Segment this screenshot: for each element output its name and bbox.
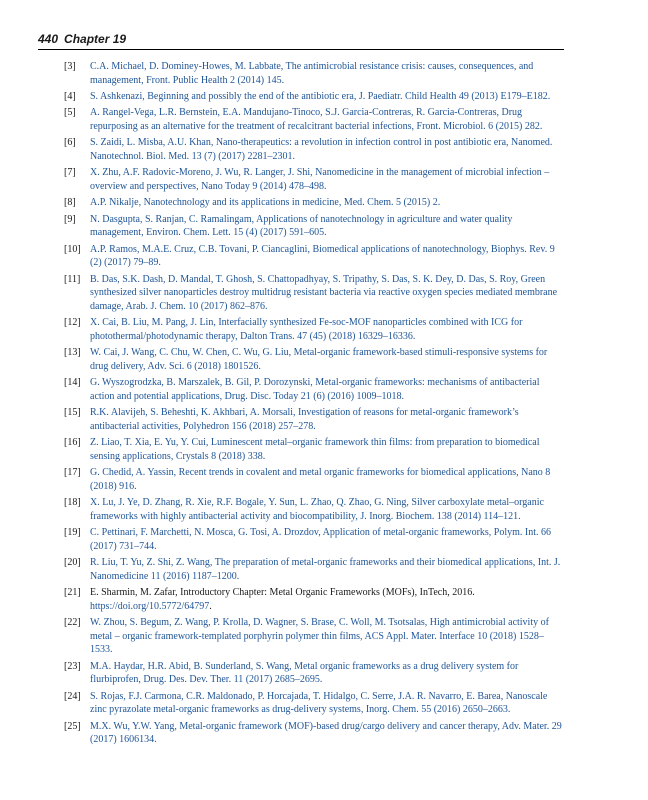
reference-trailing-punctuation: .: [209, 600, 212, 612]
reference-text: G. Wyszogrodzka, B. Marszalek, B. Gil, P. Dorozynski, Metal-organic frameworks: mechanisms of antibacterial action and potential applications, Drug. Disc. Today 21 (6) (2016) 1009–1018.: [90, 377, 540, 402]
reference-item: [38, 690, 564, 717]
reference-text: X. Cai, B. Liu, M. Pang, J. Lin, Interfacially synthesized Fe-soc-MOF nanoparticles combined with ICG for photothermal/photodynamic therapy, Dalton Trans. 47 (45) (2018) 16329–16336.: [90, 317, 523, 342]
reference-text: X. Zhu, A.F. Radovic-Moreno, J. Wu, R. Langer, J. Shi, Nanomedicine in the management of microbial infection – overview and perspectives, Nano Today 9 (2014) 478–498.: [90, 167, 550, 192]
reference-number: [23]: [64, 660, 81, 672]
reference-item: [38, 273, 564, 314]
reference-text: W. Cai, J. Wang, C. Chu, W. Chen, C. Wu, G. Liu, Metal-organic framework-based stimuli-responsive systems for drug delivery, Adv. Sci. 6 (2018) 1801526.: [90, 347, 548, 372]
reference-text: N. Dasgupta, S. Ranjan, C. Ramalingam, Applications of nanotechnology in agriculture and water quality management, Environ. Chem. Lett. 15 (4) (2017) 591–605.: [90, 213, 513, 239]
reference-item: [38, 346, 564, 373]
reference-number: [20]: [64, 557, 81, 569]
reference-number: [9]: [64, 213, 76, 225]
reference-item: [38, 526, 564, 553]
reference-text: R. Liu, T. Yu, Z. Shi, Z. Wang, The preparation of metal-organic frameworks and their biomedical applications, Int. J. Nanomedicine 11 (2016) 1187–1200.: [90, 557, 561, 582]
reference-item: [38, 406, 564, 433]
reference-number: [14]: [64, 377, 81, 389]
reference-item: [38, 376, 564, 403]
reference-text: E. Sharmin, M. Zafar, Introductory Chapter: Metal Organic Frameworks (MOFs), InTech, 2016.: [90, 587, 475, 599]
reference-item: [38, 586, 564, 613]
page-header: [38, 30, 564, 48]
reference-number: [12]: [64, 317, 81, 329]
reference-item: [38, 616, 564, 657]
reference-text: A. Rangel-Vega, L.R. Bernstein, E.A. Mandujano-Tinoco, S.J. Garcia-Contreras, R. Garcia-Contreras, Drug repurposing as an alternative for the treatment of recalcitrant bacterial infections, Front. Microbiol. 6 (2015) 282.: [90, 107, 543, 132]
reference-number: [3]: [64, 61, 76, 72]
reference-text: S. Rojas, F.J. Carmona, C.R. Maldonado, P. Horcajada, T. Hidalgo, C. Serre, J.A. R. Navarro, E. Barea, Nanoscale zinc pyrazolate metal-organic frameworks as drug-delivery systems, Inorg. Chem. 55 (2016) 2650–2663.: [90, 690, 548, 716]
reference-text: G. Chedid, A. Yassin, Recent trends in covalent and metal organic frameworks for biomedical applications, Nano 8 (2018) 916.: [90, 467, 551, 492]
reference-list: [38, 60, 564, 750]
reference-text: S. Zaidi, L. Misba, A.U. Khan, Nano-therapeutics: a revolution in infection control in post antibiotic era, Nanomed. Nanotechnol. Biol. Med. 13 (7) (2017) 2281–2301.: [90, 137, 553, 162]
reference-number: [10]: [64, 243, 81, 255]
page-number: 440: [38, 32, 59, 46]
reference-item: [38, 213, 564, 240]
reference-item: [38, 166, 564, 193]
reference-number: [16]: [64, 437, 81, 449]
reference-doi-link[interactable]: https://doi.org/10.5772/64797: [90, 600, 210, 612]
reference-item: [38, 196, 564, 210]
reference-number: [24]: [64, 690, 81, 702]
reference-text: A.P. Nikalje, Nanotechnology and its applications in medicine, Med. Chem. 5 (2015) 2.: [90, 197, 441, 209]
reference-item: [38, 720, 564, 747]
reference-number: [4]: [64, 90, 76, 102]
reference-number: [8]: [64, 197, 76, 209]
reference-item: [38, 660, 564, 687]
reference-item: [38, 436, 564, 463]
reference-number: [25]: [64, 720, 81, 732]
reference-number: [15]: [64, 407, 81, 419]
chapter-title: Chapter 19: [64, 32, 127, 46]
reference-item: [38, 316, 564, 343]
reference-number: [19]: [64, 527, 81, 539]
reference-item: [38, 106, 564, 133]
reference-number: [22]: [64, 617, 81, 629]
reference-number: [5]: [64, 107, 76, 119]
reference-text: R.K. Alavijeh, S. Beheshti, K. Akhbari, A. Morsali, Investigation of reasons for metal-organic framework’s antibacterial activities, Polyhedron 156 (2018) 257–278.: [90, 407, 519, 432]
reference-item: [38, 496, 564, 523]
reference-item: [38, 136, 564, 163]
reference-item: [38, 90, 564, 104]
reference-number: [21]: [64, 587, 81, 599]
reference-text: M.X. Wu, Y.W. Yang, Metal-organic framework (MOF)-based drug/cargo delivery and cancer therapy, Adv. Mater. 29 (2017) 1606134.: [90, 720, 562, 746]
reference-text: C. Pettinari, F. Marchetti, N. Mosca, G. Tosi, A. Drozdov, Application of metal-organic frameworks, Polym. Int. 66 (2017) 731–744.: [90, 527, 552, 552]
reference-number: [6]: [64, 137, 76, 149]
reference-item: [38, 243, 564, 270]
reference-text: C.A. Michael, D. Dominey-Howes, M. Labbate, The antimicrobial resistance crisis: causes, consequences, and management, Front. Public Health 2 (2014) 145.: [90, 61, 534, 86]
reference-item: [38, 556, 564, 583]
reference-text: M.A. Haydar, H.R. Abid, B. Sunderland, S. Wang, Metal organic frameworks as a drug delivery system for flurbiprofen, Drug. Des. Dev. Ther. 11 (2017) 2685–2695.: [90, 660, 519, 686]
reference-number: [17]: [64, 467, 81, 479]
reference-number: [13]: [64, 347, 81, 359]
reference-text: S. Ashkenazi, Beginning and possibly the end of the antibiotic era, J. Paediatr. Child Health 49 (2013) E179–E182.: [90, 90, 551, 102]
reference-item: [38, 466, 564, 493]
reference-number: [18]: [64, 497, 81, 509]
reference-text: B. Das, S.K. Dash, D. Mandal, T. Ghosh, S. Chattopadhyay, S. Tripathy, S. Das, S. K. Dey, D. Das, S. Roy, Green synthesized silver nanoparticles destroy multidrug resistant bacteria via reactive oxygen species mediated membrane damage, Arab. J. Chem. 10 (2017) 862–876.: [90, 273, 558, 312]
reference-number: [11]: [64, 273, 81, 285]
reference-item: [38, 60, 564, 87]
reference-text: W. Zhou, S. Begum, Z. Wang, P. Krolla, D. Wagner, S. Brase, C. Woll, M. Tsotsalas, High antimicrobial activity of metal – organic framework-templated porphyrin polymer thin films, ACS Appl. Mater. Interface 10 (2018) 1528–1533.: [90, 617, 549, 656]
reference-text: A.P. Ramos, M.A.E. Cruz, C.B. Tovani, P. Ciancaglini, Biomedical applications of nanotechnology, Biophys. Rev. 9 (2) (2017) 79–89.: [90, 243, 555, 269]
reference-number: [7]: [64, 167, 76, 179]
reference-text: Z. Liao, T. Xia, E. Yu, Y. Cui, Luminescent metal–organic framework thin films: from preparation to biomedical sensing applications, Crystals 8 (2018) 338.: [90, 437, 540, 462]
reference-text: X. Lu, J. Ye, D. Zhang, R. Xie, R.F. Bogale, Y. Sun, L. Zhao, Q. Zhao, G. Ning, Silver carboxylate metal–organic frameworks with highly antibacterial activity and biocompatibility, J. Inorg. Biochem. 138 (2014) 114–121.: [90, 497, 544, 522]
header-divider: [38, 49, 564, 50]
